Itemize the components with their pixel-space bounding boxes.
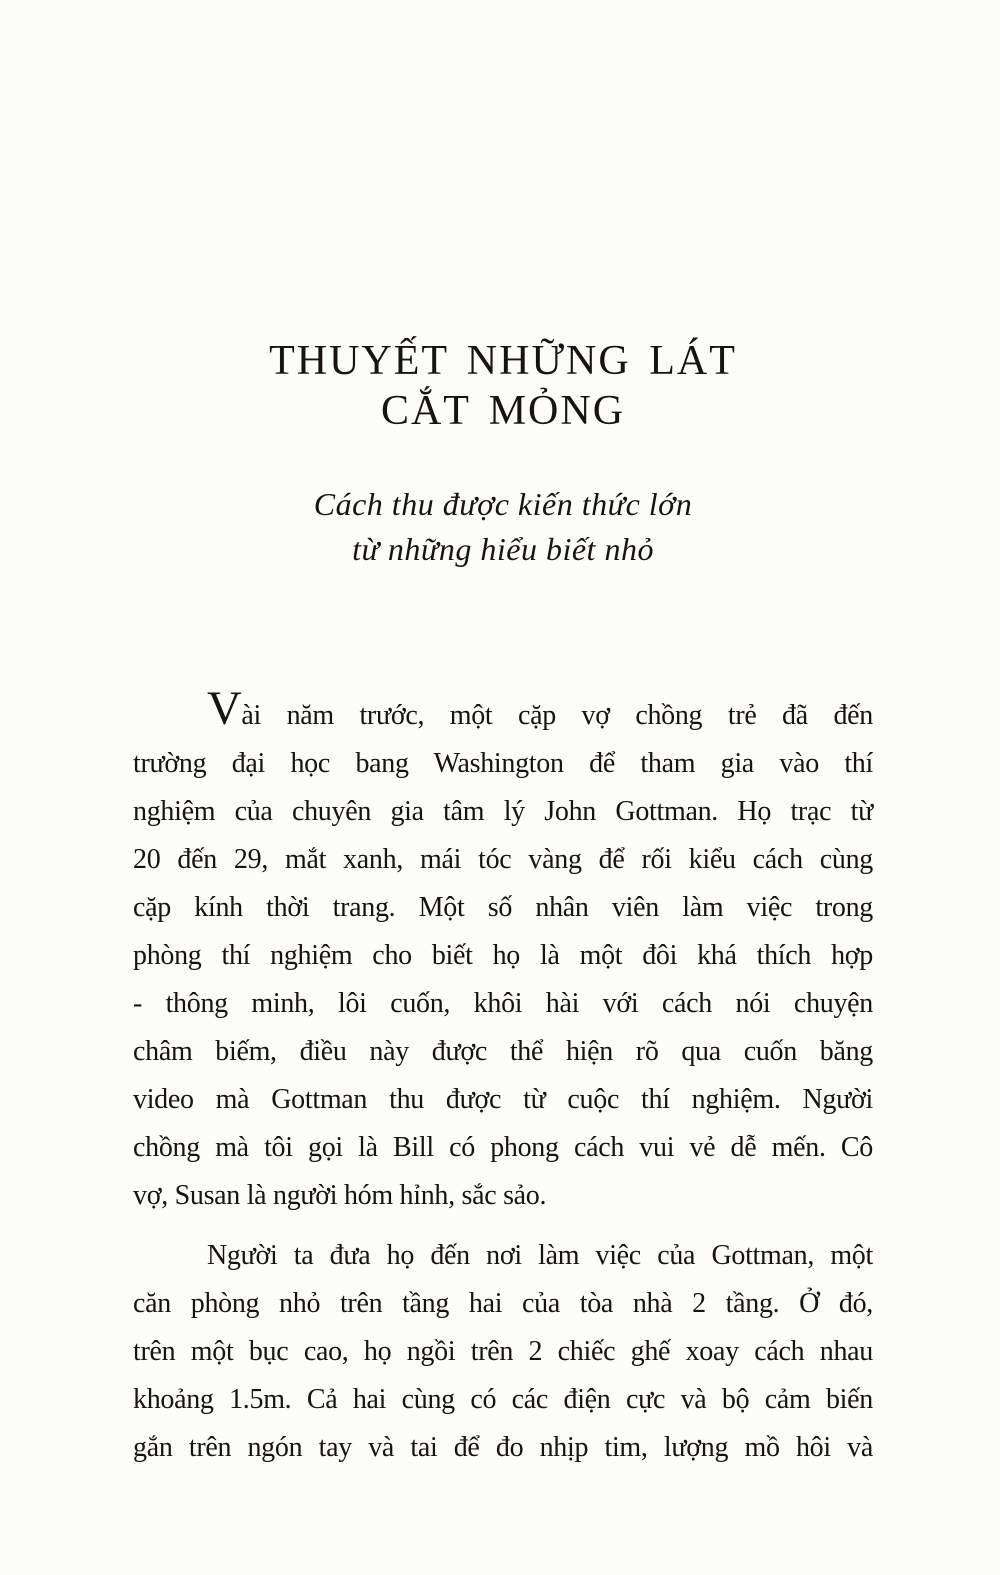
text-line-content: ài năm trước, một cặp vợ chồng trẻ đã đến (241, 700, 873, 731)
text-line: vợ, Susan là người hóm hỉnh, sắc sảo. (133, 1180, 547, 1211)
chapter-subtitle-line-2: từ những hiểu biết nhỏ (352, 531, 654, 567)
chapter-header (133, 0, 873, 572)
chapter-body (133, 682, 873, 1472)
paragraph-2 (133, 1232, 873, 1472)
text-line: phòng thí nghiệm cho biết họ là một đôi khá thích hợp (133, 940, 873, 971)
chapter-title-line-1: THUYẾT NHỮNG LÁT (269, 338, 737, 384)
text-column (133, 0, 873, 1472)
chapter-title (133, 0, 873, 436)
chapter-title-line-2: CẮT MỎNG (380, 388, 626, 434)
text-line: Người ta đưa họ đến nơi làm việc của Gottman, một (207, 1240, 873, 1271)
text-line: nghiệm của chuyên gia tâm lý John Gottman. Họ trạc từ (133, 796, 873, 827)
paragraph-1 (133, 682, 873, 1220)
text-line: căn phòng nhỏ trên tầng hai của tòa nhà 2 tầng. Ở đó, (133, 1288, 873, 1319)
text-line (133, 682, 873, 740)
text-line: gắn trên ngón tay và tai để đo nhịp tim, lượng mồ hôi và (133, 1432, 873, 1463)
drop-cap-letter: V (207, 682, 242, 735)
text-line: châm biếm, điều này được thể hiện rõ qua cuốn băng (133, 1036, 873, 1067)
text-line: cặp kính thời trang. Một số nhân viên làm việc trong (133, 892, 873, 923)
text-line: - thông minh, lôi cuốn, khôi hài với cách nói chuyện (133, 988, 873, 1019)
text-line: khoảng 1.5m. Cả hai cùng có các điện cực và bộ cảm biến (133, 1384, 873, 1415)
text-line: chồng mà tôi gọi là Bill có phong cách vui vẻ dễ mến. Cô (133, 1132, 873, 1163)
chapter-subtitle (133, 482, 873, 572)
text-line: trường đại học bang Washington để tham gia vào thí (133, 748, 873, 779)
text-line: video mà Gottman thu được từ cuộc thí nghiệm. Người (133, 1084, 873, 1115)
chapter-subtitle-line-1: Cách thu được kiến thức lớn (313, 486, 693, 522)
text-line: trên một bục cao, họ ngồi trên 2 chiếc ghế xoay cách nhau (133, 1336, 873, 1367)
text-line: 20 đến 29, mắt xanh, mái tóc vàng để rối kiểu cách cùng (133, 844, 873, 875)
